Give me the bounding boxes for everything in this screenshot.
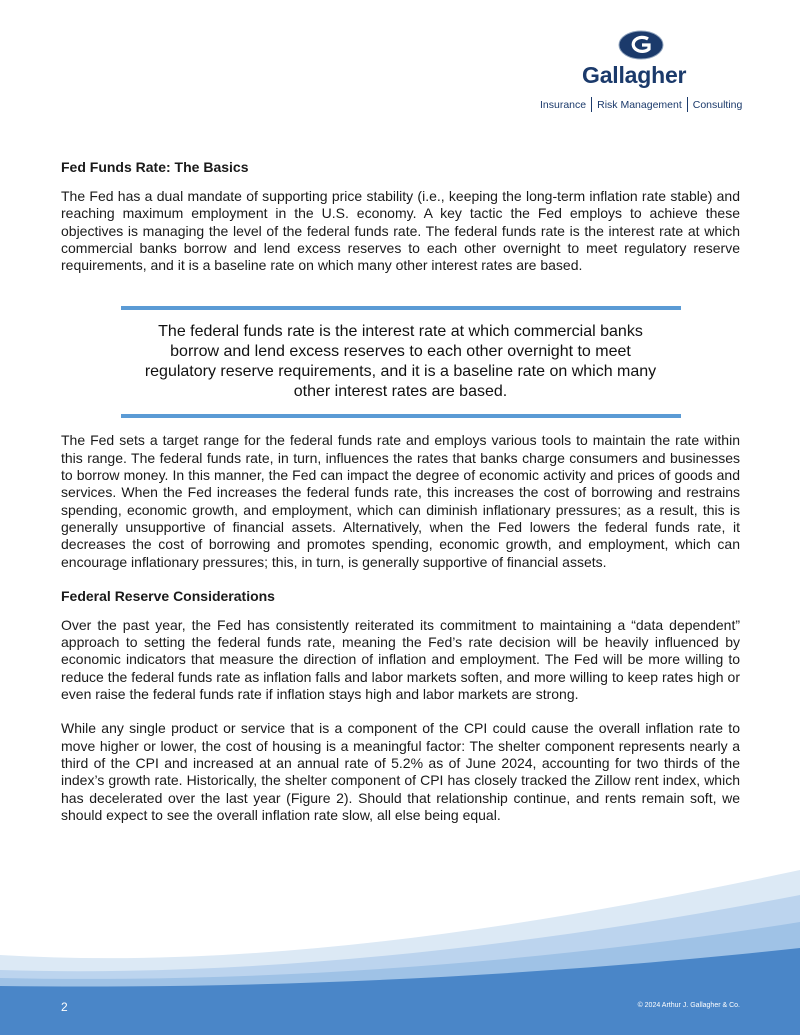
section-heading-reserve: Federal Reserve Considerations — [61, 587, 275, 604]
paragraph-basics-1: The Fed has a dual mandate of supporting price stability (i.e., keeping the long-term inflation rate stable) and reaching maximum employment in the U.S. economy. A key tactic the Fed employs to achieve these objectives is managing the level of the federal funds rate. The federal funds rate is the interest rate at which commercial banks borrow and lend excess reserves to each other overnight to meet regulatory reserve requirements, and it is a baseline rate on which many other interest rates are based. — [61, 188, 740, 274]
gallagher-g-icon — [618, 30, 664, 60]
paragraph-reserve-1: Over the past year, the Fed has consistently reiterated its commitment to maintaining a “data dependent” approach to setting the federal funds rate, meaning the Fed’s rate decision will be heavily influenced by economic indicators that measure the direction of inflation and employment. The Fed will be more willing to reduce the federal funds rate as inflation falls and labor markets soften, and more willing to keep rates high or even raise the federal funds rate if inflation stays high and labor markets are strong. — [61, 616, 740, 703]
pull-quote: The federal funds rate is the interest rate at which commercial banks borrow and lend excess reserves to each other overnight to meet regulatory reserve requirements, and it is a baseline rate on which many other interest rates are based. — [121, 306, 681, 418]
page-number: 2 — [61, 1000, 68, 1014]
tagline-insurance: Insurance — [540, 98, 587, 111]
tagline-consulting: Consulting — [692, 98, 743, 111]
tagline-risk-management: Risk Management — [597, 98, 682, 111]
brand-name: Gallagher — [582, 62, 687, 88]
brand-tagline — [540, 97, 750, 112]
paragraph-basics-2: The Fed sets a target range for the federal funds rate and employs various tools to maintain the rate within this range. The federal funds rate, in turn, influences the rates that banks charge consumers and businesses to borrow money. In this manner, the Fed can impact the degree of economic activity and prices of goods and services. When the Fed increases the federal funds rate, this increases the cost of borrowing and restrains spending, economic growth, and employment, which can diminish inflationary pressures; as a result, this is generally unsupportive of financial assets. Alternatively, when the Fed lowers the federal funds rate, it decreases the cost of borrowing and promotes spending, economic growth, and employment, which can encourage inflationary pressures; this, in turn, is generally supportive of financial assets. — [61, 432, 740, 570]
document-body — [61, 159, 740, 824]
copyright-notice: © 2024 Arthur J. Gallagher & Co. — [637, 1002, 740, 1009]
paragraph-reserve-2: While any single product or service that is a component of the CPI could cause the overall inflation rate to move higher or lower, the cost of housing is a meaningful factor: The shelter component represents nearly a third of the CPI and increased at an annual rate of 5.2% as of June 2024, accounting for two thirds of the index’s growth rate. Historically, the shelter component of CPI has closely tracked the Zillow rent index, which has decelerated over the last year (Figure 2). Should that relationship continue, and rents remain soft, we should expect to see the overall inflation rate slow, all else being equal. — [61, 720, 740, 823]
tagline-divider — [687, 97, 688, 112]
tagline-divider — [591, 97, 592, 112]
section-heading-basics: Fed Funds Rate: The Basics — [61, 159, 249, 175]
gallagher-logo — [540, 28, 750, 118]
